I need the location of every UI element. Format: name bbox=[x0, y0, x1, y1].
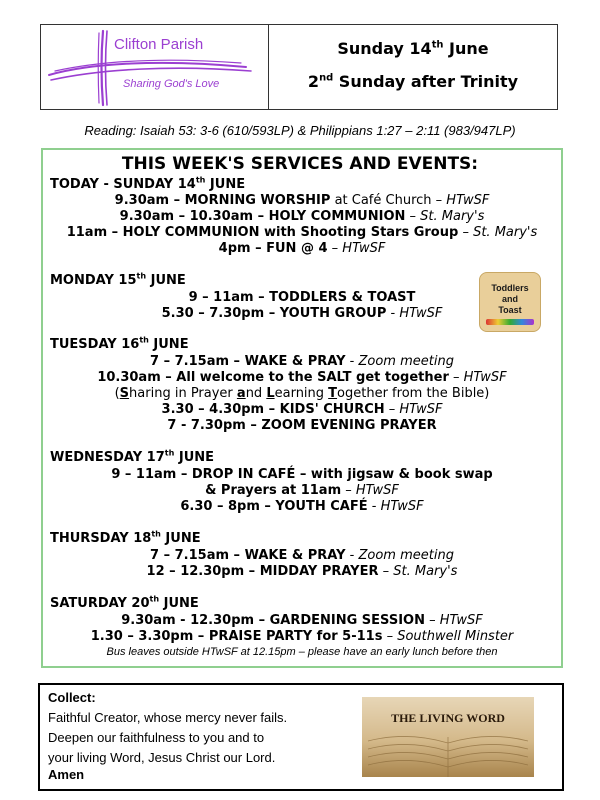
event-line: 3.30 – 4.30pm – KIDS' CHURCH – HTwSF bbox=[161, 402, 443, 417]
event-line: 9 – 11am – TODDLERS & TOAST bbox=[188, 290, 416, 305]
parish-logo bbox=[41, 25, 269, 109]
event-line: 6.30 – 8pm – YOUTH CAFÉ - HTwSF bbox=[180, 499, 424, 514]
open-book-image bbox=[362, 697, 534, 777]
collect-line: Deepen our faithfulness to you and to bbox=[48, 730, 265, 745]
event-line: 9.30am – MORNING WORSHIP at Café Church – HTwSF bbox=[114, 193, 490, 208]
event-line: 10.30am – All welcome to the SALT get together – HTwSF bbox=[97, 370, 507, 385]
page-title: Sunday 14th June bbox=[337, 39, 489, 58]
title-cell bbox=[269, 25, 557, 109]
event-line: (Sharing in Prayer and Learning Together from the Bible) bbox=[114, 386, 490, 401]
collect-heading: Collect: bbox=[48, 690, 96, 705]
event-line: 7 – 7.15am – WAKE & PRAY - Zoom meeting bbox=[150, 548, 454, 563]
collect-amen: Amen bbox=[48, 767, 85, 782]
collect-line: your living Word, Jesus Christ our Lord. bbox=[48, 750, 276, 765]
event-line: 9 – 11am – DROP IN CAFÉ – with jigsaw & book swap bbox=[111, 467, 493, 482]
day-heading-saturday: SATURDAY 20th JUNE bbox=[50, 594, 199, 611]
page-subtitle: 2nd Sunday after Trinity bbox=[307, 72, 519, 91]
logo-name: Clifton Parish bbox=[114, 36, 204, 53]
day-heading-tuesday: TUESDAY 16th JUNE bbox=[50, 335, 189, 352]
event-line: 5.30 – 7.30pm – YOUTH GROUP - HTwSF bbox=[161, 306, 443, 321]
day-heading-monday: MONDAY 15th JUNE bbox=[50, 271, 186, 288]
event-line: 12 – 12.30pm – MIDDAY PRAYER – St. Mary's bbox=[146, 564, 458, 579]
reading-line: Reading: Isaiah 53: 3-6 (610/593LP) & Philippians 1:27 – 2:11 (983/947LP) bbox=[84, 123, 516, 138]
event-line: 11am – HOLY COMMUNION with Shooting Stars Group – St. Mary's bbox=[66, 225, 538, 240]
event-line: & Prayers at 11am – HTwSF bbox=[205, 483, 399, 498]
logo-tagline: Sharing God's Love bbox=[123, 78, 220, 90]
day-heading-thursday: THURSDAY 18th JUNE bbox=[50, 529, 201, 546]
day-heading-wednesday: WEDNESDAY 17th JUNE bbox=[50, 448, 215, 465]
open-book-icon bbox=[362, 697, 534, 777]
event-line: 4pm – FUN @ 4 – HTwSF bbox=[218, 241, 386, 256]
event-line: 9.30am – 10.30am – HOLY COMMUNION – St. Mary's bbox=[119, 209, 485, 224]
event-line: 7 – 7.15am – WAKE & PRAY - Zoom meeting bbox=[150, 354, 454, 369]
event-line: 1.30 – 3.30pm – PRAISE PARTY for 5-11s – Southwell Minster bbox=[90, 629, 514, 644]
bus-note: Bus leaves outside HTwSF at 12.15pm – please have an early lunch before then bbox=[106, 646, 498, 658]
services-heading: THIS WEEK'S SERVICES AND EVENTS: bbox=[121, 154, 479, 174]
collect-line: Faithful Creator, whose mercy never fails. bbox=[48, 710, 288, 725]
cross-logo-icon bbox=[41, 25, 267, 109]
day-heading-today: TODAY - SUNDAY 14th JUNE bbox=[50, 175, 246, 192]
toast-decoration-icon bbox=[486, 319, 534, 325]
living-word-title: THE LIVING WORD bbox=[391, 711, 505, 725]
event-line: 9.30am - 12.30pm – GARDENING SESSION – HTwSF bbox=[121, 613, 483, 628]
toddlers-toast-badge: Toddlers and Toast bbox=[479, 272, 541, 332]
header-box bbox=[40, 24, 558, 110]
event-line: 7 - 7.30pm – ZOOM EVENING PRAYER bbox=[167, 418, 437, 433]
